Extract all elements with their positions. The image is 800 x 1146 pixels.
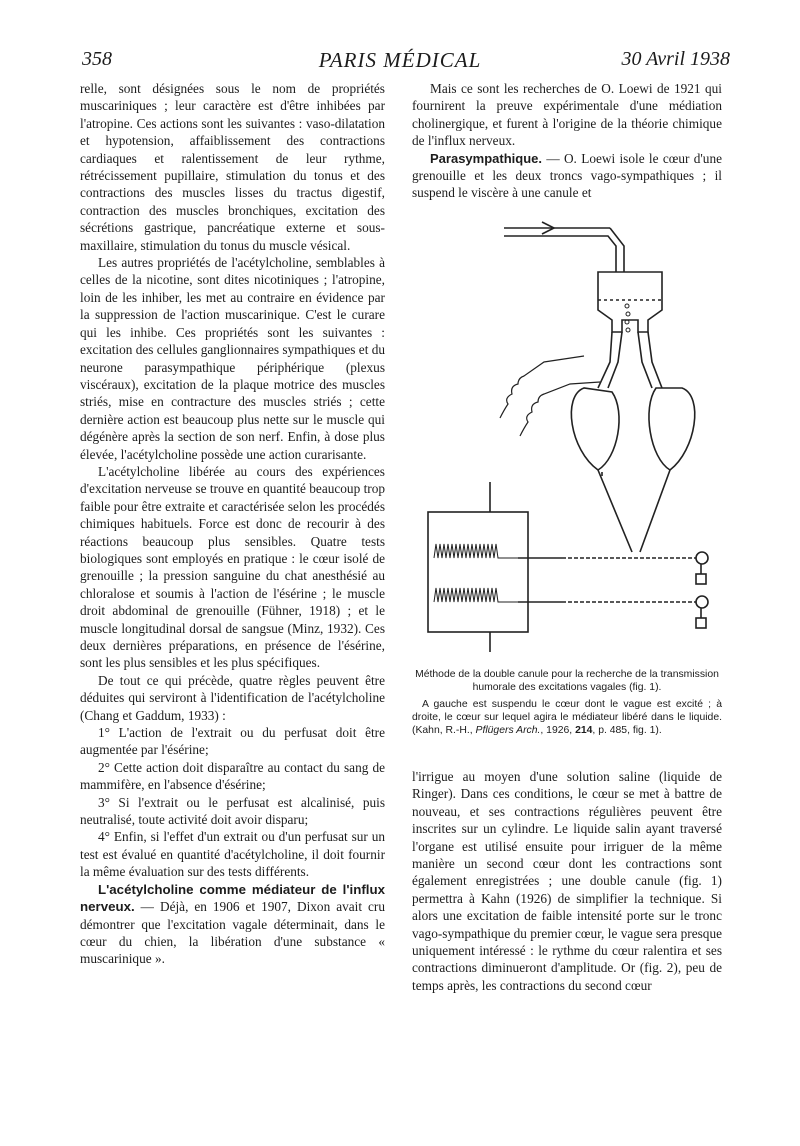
trace-heart-left: [434, 544, 518, 558]
paragraph-rules-intro: De tout ce qui précède, quatre règles peuvent être déduites qui serviront à l'identification de l'acétylcholine (Chang et Gaddum, 1933) :: [80, 672, 385, 723]
page-number: 358: [82, 48, 112, 70]
rule-1: 1° L'action de l'extrait ou du perfusat doit être augmentée par l'ésérine;: [80, 725, 385, 758]
journal-title: PARIS MÉDICAL: [318, 48, 482, 72]
rule-2: 2° Cette action doit disparaître au contact du sang de mammifère, en l'absence d'ésérine;: [80, 759, 385, 793]
left-column: [80, 80, 385, 968]
weight-bottom: [696, 618, 706, 628]
caption-volume: 214: [575, 725, 593, 736]
cannula-left: [598, 332, 612, 388]
right-column-top: [412, 80, 722, 202]
bubbles: [625, 304, 630, 332]
inflow-tube: [504, 236, 616, 272]
paragraph-muscarinic: relle, sont désignées sous le nom de propriétés muscariniques ; leur caractère est d'être inhibées par l'atropine. Ces actions sont les suivantes : vaso-dilatation et hypotension, affaiblissement des contractions cardiaques et ralentissement de leur rythme, rétrécissement pupillaire, stimulation du tonus et des contractions des muscles lisses du tractus digestif, contraction des muscles bronchiques, excitation des sécrétions gastrique, pancréatique externe et sous-maxillaire, stimulation du tonus du muscle vésical.: [80, 81, 385, 253]
section-heading-mediator: L'acétylcholine comme médiateur de l'influx nerveux.: [80, 881, 385, 915]
thread-left: [598, 470, 632, 552]
weight-top: [696, 574, 706, 584]
cannula-right: [648, 332, 662, 388]
paragraph-parasympathique-text: — O. Loewi isole le cœur d'une grenouille et les deux troncs vago-sympathiques ; il suspend le viscère à une canule et: [412, 150, 722, 201]
caption-body-c: , p. 485, fig. 1).: [592, 725, 662, 736]
paragraph-mediator-text: — Déjà, en 1906 et 1907, Dixon avait cru démontrer que l'excitation vagale déterminait, dans le cœur du chien, la libération d'une substance « muscarinique ».: [80, 899, 385, 967]
thread-right: [640, 470, 670, 552]
figure-double-cannula: [412, 212, 732, 652]
lever-pivot-top: [696, 552, 708, 564]
recording-drum: [428, 512, 528, 632]
heart-left: [571, 388, 619, 470]
caption-title: Méthode de la double canule pour la recherche de la transmission humorale des excitations vagales (fig. 1).: [415, 669, 719, 693]
caption-journal: Pflügers Arch.: [475, 725, 541, 736]
caption-body: [412, 698, 722, 737]
rule-4: 4° Enfin, si l'effet d'un extrait ou d'un perfusat sur un test est évalué en quantité d'acétylcholine, il doit fournir la même évaluation sur des tests différents.: [80, 829, 385, 880]
caption-body-b: , 1926,: [540, 725, 576, 736]
lever-pivot-bottom: [696, 596, 708, 608]
reservoir: [598, 272, 662, 332]
paragraph-mediator: [80, 881, 385, 968]
rule-3: 3° Si l'extrait ou le perfusat est alcalinisé, puis neutralisé, toute activité doit avoir disparu;: [80, 794, 385, 828]
figure-caption: [412, 668, 722, 737]
heart-right: [649, 388, 695, 470]
trace-heart-right: [434, 588, 518, 602]
section-heading-parasympathique: Parasympathique.: [430, 150, 542, 166]
paragraph-nicotinic: Les autres propriétés de l'acétylcholine, semblables à celles de la nicotine, sont dites nicotiniques ; l'atropine, loin de les inhiber, les met au contraire en évidence par la suppression de l'action muscarinique. C'est le curare qui les inhibe. Ces propriétés sont les suivantes : excitation des cellules ganglionnaires sympathiques et du neurone parasympathique périphérique (plexus viscéraux), excitation de la plaque motrice des muscles striés, mise en contracture des muscles striés ; cette dernière action est beaucoup plus nette sur le muscle qui dégénère après la section de son nerf. Enfin, à dose plus élevée, l'acétylcholine possède une action curarisante.: [80, 255, 386, 462]
paragraph-biological-tests: L'acétylcholine libérée au cours des expériences d'excitation nerveuse se trouve en quantité beaucoup trop faible pour être extraite et caractérisée selon les procédés chimiques habituels. Force est donc de recourir à des réactions beaucoup plus sensibles. Quatre tests biologiques sont employés en pratique : le cœur isolé de grenouille ; la pression sanguine du chat anesthésié au chloralose et soumis à l'action de l'ésérine ; le muscle droit abdominal de grenouille (Fühner, 1918) ; et le muscle longitudinal dorsal de sangsue (Minz, 1932). Ces deux dernières préparations, en présence de l'ésérine, sont les plus sensibles et les plus spécifiques.: [80, 463, 385, 671]
paragraph-loewi: Mais ce sont les recherches de O. Loewi de 1921 qui fournirent la preuve expérimentale d'une médiation cholinergique, et furent à l'origine de la théorie chimique de l'influx nerveux.: [412, 81, 722, 149]
right-column-bottom: [412, 768, 722, 994]
issue-date: 30 Avril 1938: [621, 48, 730, 70]
caption-body-a: A gauche est suspendu le cœur dont le vague est excité ; à droite, le cœur sur lequel agira le médiateur libéré dans le liquide. (Kahn, R.-H.,: [412, 699, 722, 736]
paragraph-ringer: l'irrigue au moyen d'une solution saline (liquide de Ringer). Dans ces conditions, le cœur se met à battre de nouveau, et ses contractions régulières peuvent être inscrites sur un cylindre. Le liquide salin ayant traversé l'organe est utilisé ensuite pour irriguer de la même manière un second cœur dont les contractions sont également enregistrées ; une double canule (fig. 1) permettra à Kahn (1926) de simplifier la technique. Si alors une excitation de faible intensité porte sur le tronc vago-sympathique du premier cœur, le vague sera presque uniquement intéressé : le rythme du cœur ralentira et ses contractions diminueront d'amplitude. Or (fig. 2), peu de temps après, les contractions du second cœur: [412, 769, 722, 993]
paragraph-parasympathique: [412, 150, 722, 202]
